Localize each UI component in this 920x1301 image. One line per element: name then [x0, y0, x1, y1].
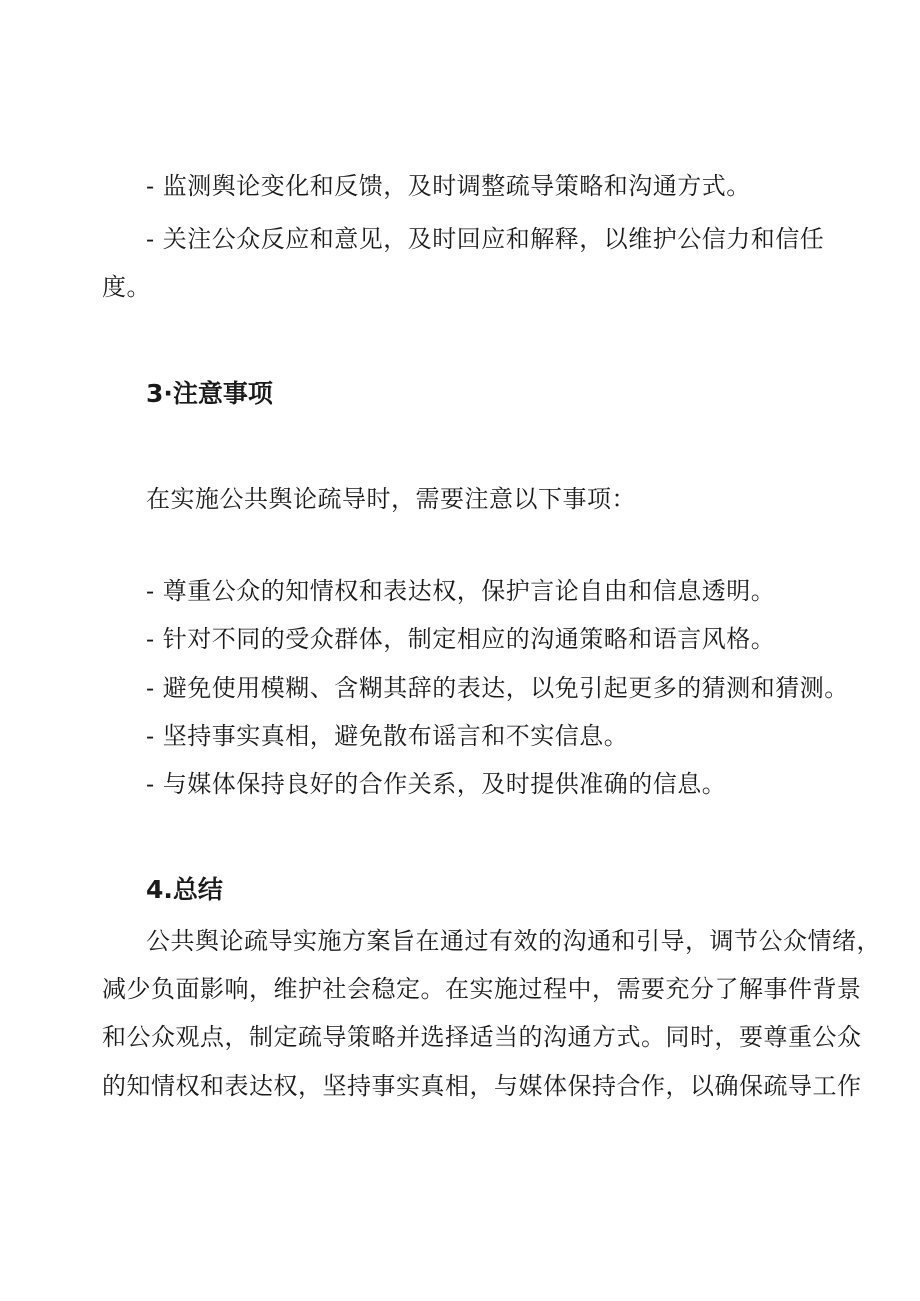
- list-item: - 针对不同的受众群体，制定相应的沟通策略和语言风格。: [146, 625, 776, 653]
- summary-line: 的知情权和表达权，坚持事实真相，与媒体保持合作，以确保疏导工作: [102, 1072, 862, 1100]
- section-3-heading: 3·注意事项: [146, 379, 273, 408]
- summary-line: 和公众观点，制定疏导策略并选择适当的沟通方式。同时，要尊重公众: [102, 1023, 862, 1051]
- list-item: - 避免使用模糊、含糊其辞的表达，以免引起更多的猜测和猜测。: [146, 674, 849, 702]
- summary-line: 减少负面影响，维护社会稳定。在实施过程中，需要充分了解事件背景: [102, 975, 862, 1003]
- bullet-public-reaction: - 关注公众反应和意见，及时回应和解释，以维护公信力和信任: [146, 225, 825, 253]
- section-4-heading: 4.总结: [146, 875, 223, 904]
- section-3-intro: 在实施公共舆论疏导时，需要注意以下事项：: [146, 485, 636, 513]
- bullet-monitor-opinion: - 监测舆论变化和反馈，及时调整疏导策略和沟通方式。: [146, 172, 751, 200]
- bullet-public-reaction-continued: 度。: [102, 273, 151, 301]
- list-item: - 与媒体保持良好的合作关系，及时提供准确的信息。: [146, 770, 727, 798]
- summary-line: 公共舆论疏导实施方案旨在通过有效的沟通和引导，调节公众情绪，: [146, 927, 881, 955]
- list-item: - 尊重公众的知情权和表达权，保护言论自由和信息透明。: [146, 577, 776, 605]
- list-item: - 坚持事实真相，避免散布谣言和不实信息。: [146, 722, 629, 750]
